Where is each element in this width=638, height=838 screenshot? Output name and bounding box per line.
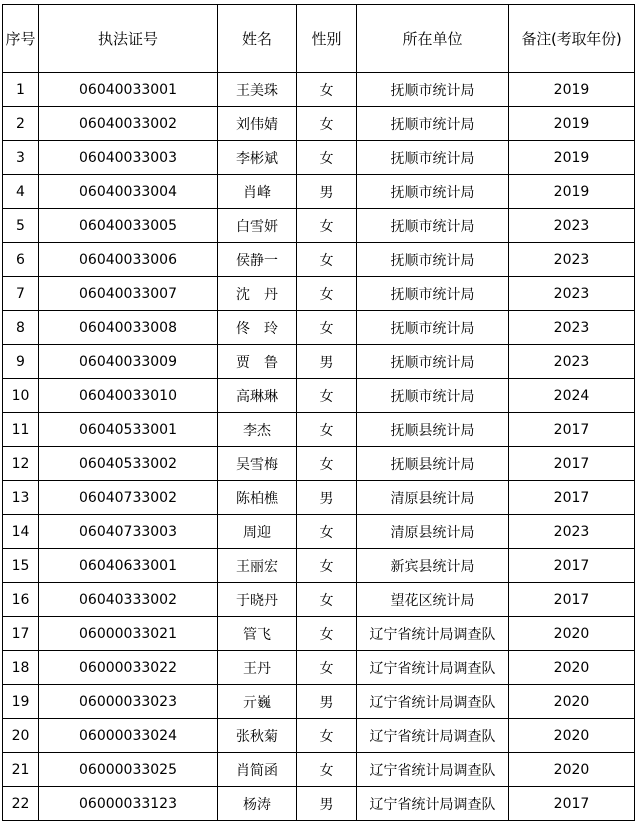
cell-gender: 女: [297, 447, 357, 481]
cell-gender: 女: [297, 549, 357, 583]
cell-seq: 11: [3, 413, 39, 447]
cell-unit: 抚顺市统计局: [357, 175, 509, 209]
cell-unit: 抚顺市统计局: [357, 243, 509, 277]
cell-cert-number: 06040633001: [39, 549, 218, 583]
cell-gender: 女: [297, 413, 357, 447]
cell-unit: 抚顺市统计局: [357, 73, 509, 107]
cell-remark-year: 2017: [509, 787, 635, 821]
cell-unit: 辽宁省统计局调查队: [357, 787, 509, 821]
table-row: [3, 73, 635, 107]
table-row: [3, 447, 635, 481]
cell-cert-number: 06040033010: [39, 379, 218, 413]
cell-remark-year: 2024: [509, 379, 635, 413]
cell-unit: 抚顺市统计局: [357, 345, 509, 379]
cell-name: 管飞: [218, 617, 297, 651]
cell-name: 肖峰: [218, 175, 297, 209]
table-row: [3, 209, 635, 243]
cell-unit: 新宾县统计局: [357, 549, 509, 583]
cell-remark-year: 2023: [509, 311, 635, 345]
cell-unit: 辽宁省统计局调查队: [357, 719, 509, 753]
cell-unit: 望花区统计局: [357, 583, 509, 617]
table-row: [3, 549, 635, 583]
cell-gender: 男: [297, 175, 357, 209]
table-row: [3, 685, 635, 719]
cell-seq: 18: [3, 651, 39, 685]
cell-cert-number: 06040333002: [39, 583, 218, 617]
cell-name: 李彬斌: [218, 141, 297, 175]
cell-cert-number: 06040033002: [39, 107, 218, 141]
cell-remark-year: 2019: [509, 73, 635, 107]
cell-seq: 22: [3, 787, 39, 821]
enforcement-roster-table: [2, 4, 635, 821]
cell-unit: 辽宁省统计局调查队: [357, 651, 509, 685]
cell-remark-year: 2020: [509, 753, 635, 787]
cell-remark-year: 2019: [509, 175, 635, 209]
cell-remark-year: 2023: [509, 209, 635, 243]
table-row: [3, 413, 635, 447]
cell-remark-year: 2023: [509, 277, 635, 311]
table-row: [3, 277, 635, 311]
header-name: 姓名: [218, 5, 297, 73]
cell-remark-year: 2020: [509, 685, 635, 719]
cell-unit: 抚顺市统计局: [357, 277, 509, 311]
table-row: [3, 175, 635, 209]
cell-name: 周迎: [218, 515, 297, 549]
cell-name: 亓巍: [218, 685, 297, 719]
cell-unit: 抚顺市统计局: [357, 209, 509, 243]
cell-gender: 男: [297, 345, 357, 379]
cell-gender: 女: [297, 515, 357, 549]
cell-gender: 男: [297, 787, 357, 821]
cell-cert-number: 06040033008: [39, 311, 218, 345]
cell-gender: 女: [297, 107, 357, 141]
cell-name: 贾 鲁: [218, 345, 297, 379]
cell-cert-number: 06000033021: [39, 617, 218, 651]
table-row: [3, 481, 635, 515]
cell-remark-year: 2023: [509, 345, 635, 379]
cell-name: 高琳琳: [218, 379, 297, 413]
cell-remark-year: 2019: [509, 141, 635, 175]
header-cert-number: 执法证号: [39, 5, 218, 73]
cell-cert-number: 06040033004: [39, 175, 218, 209]
cell-remark-year: 2023: [509, 515, 635, 549]
header-unit: 所在单位: [357, 5, 509, 73]
cell-cert-number: 06000033123: [39, 787, 218, 821]
table-row: [3, 379, 635, 413]
cell-gender: 女: [297, 209, 357, 243]
cell-gender: 女: [297, 753, 357, 787]
cell-cert-number: 06040533001: [39, 413, 218, 447]
cell-remark-year: 2020: [509, 651, 635, 685]
cell-name: 佟 玲: [218, 311, 297, 345]
cell-unit: 抚顺市统计局: [357, 141, 509, 175]
cell-gender: 男: [297, 685, 357, 719]
cell-name: 张秋菊: [218, 719, 297, 753]
cell-name: 肖简函: [218, 753, 297, 787]
table-row: [3, 345, 635, 379]
table-row: [3, 719, 635, 753]
cell-remark-year: 2017: [509, 447, 635, 481]
cell-remark-year: 2017: [509, 549, 635, 583]
cell-seq: 4: [3, 175, 39, 209]
cell-gender: 女: [297, 73, 357, 107]
cell-name: 王丹: [218, 651, 297, 685]
cell-gender: 女: [297, 583, 357, 617]
cell-seq: 10: [3, 379, 39, 413]
cell-seq: 9: [3, 345, 39, 379]
cell-cert-number: 06040033009: [39, 345, 218, 379]
table-row: [3, 651, 635, 685]
cell-unit: 抚顺市统计局: [357, 311, 509, 345]
cell-name: 陈柏樵: [218, 481, 297, 515]
cell-seq: 19: [3, 685, 39, 719]
cell-remark-year: 2020: [509, 617, 635, 651]
cell-name: 侯静一: [218, 243, 297, 277]
cell-name: 李杰: [218, 413, 297, 447]
cell-seq: 17: [3, 617, 39, 651]
cell-remark-year: 2020: [509, 719, 635, 753]
cell-seq: 6: [3, 243, 39, 277]
cell-seq: 14: [3, 515, 39, 549]
cell-gender: 女: [297, 141, 357, 175]
cell-cert-number: 06000033025: [39, 753, 218, 787]
cell-cert-number: 06040733003: [39, 515, 218, 549]
table-body: [3, 73, 635, 821]
cell-gender: 女: [297, 617, 357, 651]
cell-remark-year: 2017: [509, 481, 635, 515]
cell-remark-year: 2019: [509, 107, 635, 141]
cell-unit: 辽宁省统计局调查队: [357, 753, 509, 787]
table-row: [3, 787, 635, 821]
cell-name: 沈 丹: [218, 277, 297, 311]
cell-unit: 抚顺县统计局: [357, 413, 509, 447]
cell-name: 刘伟婧: [218, 107, 297, 141]
cell-seq: 7: [3, 277, 39, 311]
cell-cert-number: 06040533002: [39, 447, 218, 481]
cell-seq: 12: [3, 447, 39, 481]
table-row: [3, 311, 635, 345]
header-row: [3, 5, 635, 73]
cell-seq: 20: [3, 719, 39, 753]
table-row: [3, 753, 635, 787]
cell-gender: 女: [297, 651, 357, 685]
cell-gender: 女: [297, 277, 357, 311]
cell-cert-number: 06040033003: [39, 141, 218, 175]
cell-remark-year: 2017: [509, 413, 635, 447]
cell-gender: 女: [297, 719, 357, 753]
cell-gender: 男: [297, 481, 357, 515]
cell-name: 王丽宏: [218, 549, 297, 583]
cell-seq: 2: [3, 107, 39, 141]
cell-gender: 女: [297, 243, 357, 277]
cell-cert-number: 06000033023: [39, 685, 218, 719]
cell-unit: 辽宁省统计局调查队: [357, 617, 509, 651]
cell-seq: 21: [3, 753, 39, 787]
cell-remark-year: 2017: [509, 583, 635, 617]
cell-gender: 女: [297, 311, 357, 345]
cell-unit: 抚顺县统计局: [357, 447, 509, 481]
cell-seq: 3: [3, 141, 39, 175]
cell-seq: 15: [3, 549, 39, 583]
header-seq: 序号: [3, 5, 39, 73]
cell-remark-year: 2023: [509, 243, 635, 277]
cell-cert-number: 06040033007: [39, 277, 218, 311]
cell-seq: 8: [3, 311, 39, 345]
table-row: [3, 515, 635, 549]
header-remark-year: 备注(考取年份): [509, 5, 635, 73]
cell-unit: 抚顺市统计局: [357, 379, 509, 413]
cell-unit: 清原县统计局: [357, 481, 509, 515]
cell-gender: 女: [297, 379, 357, 413]
header-gender: 性别: [297, 5, 357, 73]
table-header: [3, 5, 635, 73]
cell-cert-number: 06040033005: [39, 209, 218, 243]
cell-name: 吴雪梅: [218, 447, 297, 481]
cell-name: 杨涛: [218, 787, 297, 821]
cell-seq: 16: [3, 583, 39, 617]
cell-unit: 清原县统计局: [357, 515, 509, 549]
table-row: [3, 617, 635, 651]
cell-unit: 辽宁省统计局调查队: [357, 685, 509, 719]
cell-unit: 抚顺市统计局: [357, 107, 509, 141]
table-row: [3, 583, 635, 617]
cell-name: 王美珠: [218, 73, 297, 107]
cell-cert-number: 06040733002: [39, 481, 218, 515]
cell-seq: 13: [3, 481, 39, 515]
cell-cert-number: 06040033006: [39, 243, 218, 277]
cell-cert-number: 06040033001: [39, 73, 218, 107]
cell-seq: 1: [3, 73, 39, 107]
cell-seq: 5: [3, 209, 39, 243]
cell-cert-number: 06000033024: [39, 719, 218, 753]
table-row: [3, 243, 635, 277]
cell-name: 于晓丹: [218, 583, 297, 617]
cell-cert-number: 06000033022: [39, 651, 218, 685]
table-row: [3, 141, 635, 175]
table-row: [3, 107, 635, 141]
cell-name: 白雪妍: [218, 209, 297, 243]
